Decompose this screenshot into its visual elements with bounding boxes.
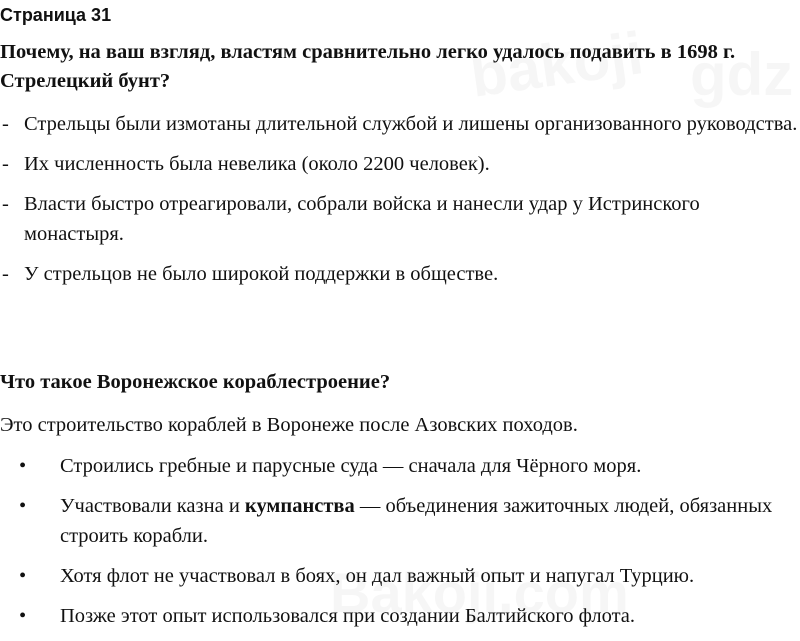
bullet-marker: • xyxy=(19,565,27,587)
bold-term: кумпанства xyxy=(244,495,355,517)
list-item-text: У стрельцов не было широкой поддержки в обществе. xyxy=(24,263,499,285)
list-item-text: Стрельцы были измотаны длительной службой и лишены организованного руководства. xyxy=(24,113,798,135)
list-item xyxy=(0,491,798,551)
list-item-text: Хотя флот не участвовал в боях, он дал важный опыт и напугал Турцию. xyxy=(60,565,695,587)
dash-marker: - xyxy=(2,113,9,135)
list-item-text-continued: — объединения зажиточных людей, обязанных строить корабли. xyxy=(60,495,773,547)
bullet-marker: • xyxy=(19,455,27,477)
question-2-title: Что такое Воронежское кораблестроение? xyxy=(0,371,391,393)
list-item-text: Строились гребные и парусные суда — сначала для Чёрного моря. xyxy=(60,455,642,477)
list-item xyxy=(0,601,798,631)
dash-marker: - xyxy=(2,153,9,175)
list-item-text: Участвовали казна и xyxy=(60,495,245,517)
bullet-marker: • xyxy=(19,605,27,627)
list-item-text: Власти быстро отреагировали, собрали войска и нанесли удар у Истринского монастыря. xyxy=(24,193,700,245)
bullet-marker: • xyxy=(19,495,27,517)
answer-2-list xyxy=(0,451,798,641)
list-item-text: Их численность была невелика (около 2200 человек). xyxy=(24,153,490,175)
list-item xyxy=(0,451,798,481)
page-header: Страница 31 xyxy=(0,5,112,25)
list-item xyxy=(0,189,798,249)
dash-marker: - xyxy=(2,263,9,285)
list-item xyxy=(0,259,798,289)
list-item-text: Позже этот опыт использовался при создании Балтийского флота. xyxy=(60,605,636,627)
list-item xyxy=(0,149,798,179)
answer-2-intro: Это строительство кораблей в Воронеже после Азовских походов. xyxy=(0,414,578,436)
question-1-title: Почему, на ваш взгляд, властям сравнительно легко удалось подавить в 1698 г. Стрелецкий бунт? xyxy=(0,41,736,92)
dash-marker: - xyxy=(2,193,9,215)
list-item xyxy=(0,109,798,139)
list-item xyxy=(0,561,798,591)
answer-1-list xyxy=(0,109,798,299)
